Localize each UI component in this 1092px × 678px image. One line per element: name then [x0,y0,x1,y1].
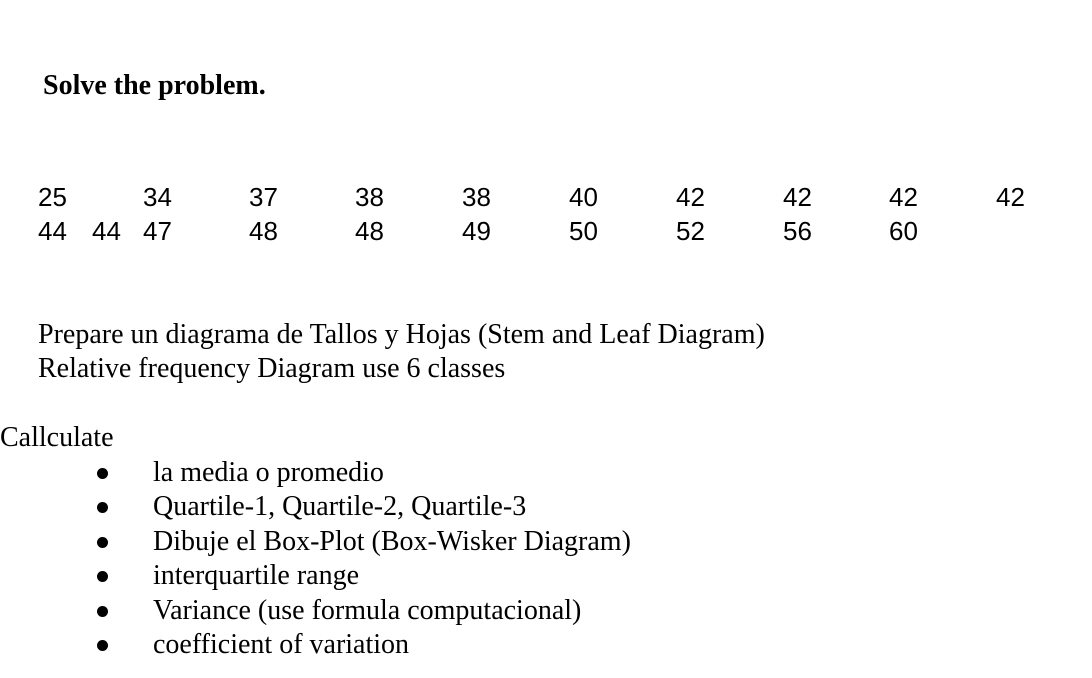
data-value: 49 [462,216,491,246]
instruction-stem-leaf: Prepare un diagrama de Tallos y Hojas (Stem and Leaf Diagram) [38,319,765,350]
bullet-icon [97,571,108,582]
data-value: 25 [38,182,67,212]
data-row-2 [0,214,1092,248]
data-value: 34 [143,182,172,212]
calculate-list [0,456,1000,662]
instruction-relative-frequency: Relative frequency Diagram use 6 classes [38,353,506,384]
data-value: 47 [143,216,172,246]
bullet-icon [97,537,108,548]
list-item: Variance (use formula computacional) [0,594,1000,628]
data-value: 42 [783,182,812,212]
data-value: 44 [92,216,121,246]
bullet-icon [97,640,108,651]
data-value: 52 [676,216,705,246]
list-item: interquartile range [0,559,1000,593]
bullet-icon [97,468,108,479]
data-value: 48 [249,216,278,246]
bullet-icon [97,502,108,513]
data-value: 42 [676,182,705,212]
data-row-1 [0,180,1092,214]
data-value: 38 [355,182,384,212]
data-value: 48 [355,216,384,246]
list-item: Dibuje el Box-Plot (Box-Wisker Diagram) [0,525,1000,559]
data-value: 60 [889,216,918,246]
problem-title: Solve the problem. [43,70,266,101]
data-value: 44 [38,216,67,246]
bullet-icon [97,606,108,617]
data-value: 42 [889,182,918,212]
calculate-label: Callculate [0,422,114,453]
data-value: 50 [569,216,598,246]
data-value: 56 [783,216,812,246]
list-item: Quartile-1, Quartile-2, Quartile-3 [0,490,1000,524]
data-value: 40 [569,182,598,212]
list-item: coefficient of variation [0,628,1000,662]
data-value: 38 [462,182,491,212]
data-value: 37 [249,182,278,212]
data-value: 42 [996,182,1025,212]
list-item: la media o promedio [0,456,1000,490]
